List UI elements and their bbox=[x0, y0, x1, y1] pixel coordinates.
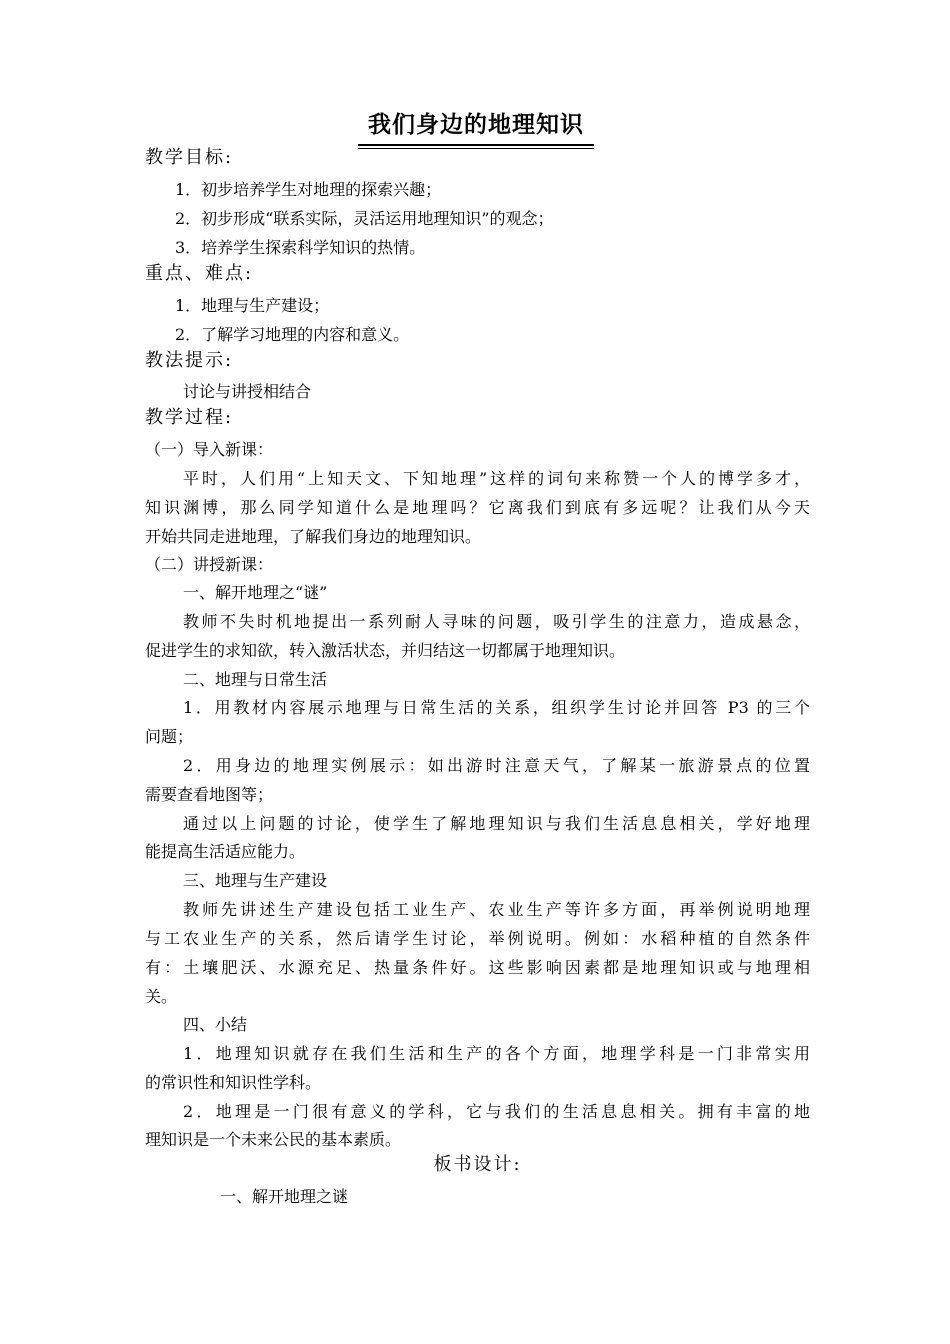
section-3-paragraph-line: 关。 bbox=[145, 987, 178, 1006]
goal-item: 1．初步培养学生对地理的探索兴趣； bbox=[175, 180, 442, 199]
method-heading: 教法提示: bbox=[145, 350, 234, 371]
section-1-title: 一、解开地理之“谜” bbox=[183, 583, 328, 602]
section-2-summary-line: 能提高生活适应能力。 bbox=[145, 842, 306, 861]
goal-item: 2．初步形成“联系实际，灵活运用地理知识”的观念； bbox=[175, 209, 554, 228]
section-4-title: 四、小结 bbox=[183, 1015, 248, 1034]
section-4-item-1-line: 1．地理知识就存在我们生活和生产的各个方面，地理学科是一门非常实用 bbox=[183, 1044, 810, 1063]
section-1-paragraph-line: 促进学生的求知欲，转入激活状态，并归结这一切都属于地理知识。 bbox=[145, 641, 626, 660]
key-heading: 重点、难点: bbox=[145, 263, 254, 284]
section-2-item-2-line: 2．用身边的地理实例展示：如出游时注意天气，了解某一旅游景点的位置 bbox=[183, 756, 810, 775]
intro-paragraph-line: 平时，人们用“上知天文、下知地理”这样的词句来称赞一个人的博学多才， bbox=[183, 469, 810, 488]
board-item: 一、解开地理之谜 bbox=[220, 1187, 349, 1206]
section-1-paragraph-line: 教师不失时机地提出一系列耐人寻味的问题，吸引学生的注意力，造成悬念， bbox=[183, 612, 810, 631]
key-item: 2．了解学习地理的内容和意义。 bbox=[175, 325, 410, 344]
board-heading: 板书设计: bbox=[433, 1154, 522, 1175]
section-2-summary-line: 通过以上问题的讨论，使学生了解地理知识与我们生活息息相关，学好地理 bbox=[183, 814, 810, 833]
intro-label: （一）导入新课： bbox=[145, 440, 274, 459]
section-4-item-1-line: 的常识性和知识性学科。 bbox=[145, 1073, 322, 1092]
section-3-paragraph-line: 与工农业生产的关系，然后请学生讨论，举例说明。例如：水稻种植的自然条件 bbox=[145, 929, 810, 948]
section-3-title: 三、地理与生产建设 bbox=[183, 871, 328, 890]
teach-label: （二）讲授新课： bbox=[145, 555, 274, 574]
method-text: 讨论与讲授相结合 bbox=[183, 382, 312, 401]
section-2-title: 二、地理与日常生活 bbox=[183, 670, 328, 689]
process-heading: 教学过程: bbox=[145, 407, 234, 428]
section-3-paragraph-line: 有：土壤肥沃、水源充足、热量条件好。这些影响因素都是地理知识或与地理相 bbox=[145, 958, 810, 977]
section-4-item-2-line: 理知识是一个未来公民的基本素质。 bbox=[145, 1130, 402, 1149]
key-item: 1．地理与生产建设； bbox=[175, 296, 330, 315]
section-2-item-1-line: 1．用教材内容展示地理与日常生活的关系，组织学生讨论并回答 P3 的三个 bbox=[183, 698, 810, 717]
section-3-paragraph-line: 教师先讲述生产建设包括工业生产、农业生产等许多方面，再举例说明地理 bbox=[183, 900, 810, 919]
document-title: 我们身边的地理知识 bbox=[368, 112, 584, 138]
intro-paragraph-line: 知识渊博，那么同学知道什么是地理吗？它离我们到底有多远呢？让我们从今天 bbox=[145, 498, 810, 517]
title-block bbox=[358, 108, 594, 149]
section-4-item-2-line: 2．地理是一门很有意义的学科，它与我们的生活息息相关。拥有丰富的地 bbox=[183, 1102, 810, 1121]
intro-paragraph-line: 开始共同走进地理，了解我们身边的地理知识。 bbox=[145, 527, 482, 546]
goal-item: 3．培养学生探索科学知识的热情。 bbox=[175, 238, 426, 257]
goals-heading: 教学目标: bbox=[145, 147, 234, 168]
section-2-item-1-line: 问题； bbox=[145, 727, 194, 746]
section-2-item-2-line: 需要查看地图等； bbox=[145, 785, 274, 804]
